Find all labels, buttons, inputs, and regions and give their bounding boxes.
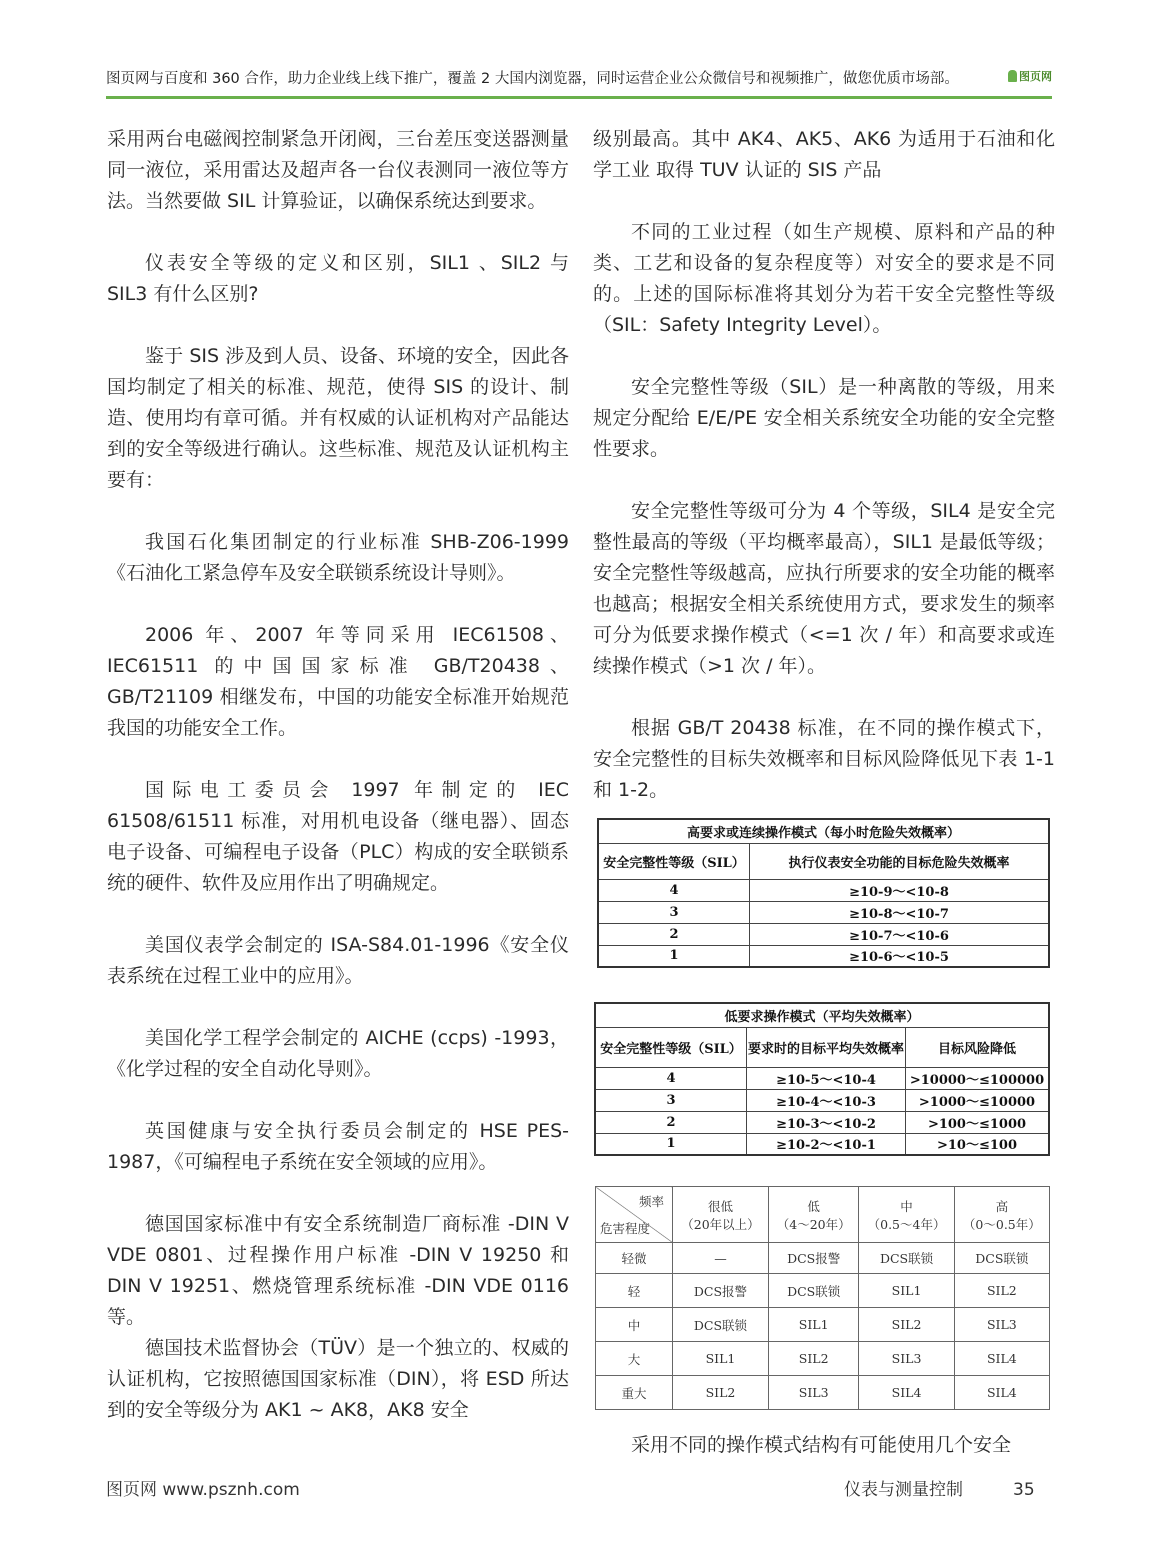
table-cell: 3: [598, 901, 750, 923]
table-cell: DCS联锁: [859, 1243, 954, 1274]
table-row: [596, 1376, 1050, 1410]
paragraph: 采用不同的操作模式结构有可能使用几个安全: [631, 1434, 1012, 1456]
paragraph: 我国石化集团制定的行业标准 SHB-Z06-1999《石油化工紧急停车及安全联锁系统设计导则》。: [107, 531, 569, 584]
table-header: 目标风险降低: [906, 1027, 1050, 1067]
table-row: [598, 901, 1049, 923]
paragraph: 德国国家标准中有安全系统制造厂商标准 -DIN V VDE 0801、过程操作用户标准 -DIN V 19250 和 DIN V 19251、燃烧管理系统标准 -DIN VDE 0116 等。: [107, 1213, 569, 1328]
table-header: 安全完整性等级（SIL）: [595, 1027, 747, 1067]
logo-text: 图页网: [1019, 70, 1052, 83]
table-cell: 轻: [596, 1274, 673, 1308]
page-header: [106, 66, 1052, 99]
table-cell: 3: [595, 1089, 747, 1111]
footer-magazine: 仪表与测量控制: [844, 1480, 963, 1500]
table-row: [598, 879, 1049, 901]
footer-site: 图页网 www.psznh.com: [106, 1480, 300, 1500]
table-row: [596, 1243, 1050, 1274]
paragraph: 级别最高。其中 AK4、AK5、AK6 为适用于石油和化学工业 取得 TUV 认证的 SIS 产品: [593, 128, 1055, 181]
table-cell: —: [673, 1243, 769, 1274]
table-cell: 4: [595, 1067, 747, 1089]
table-cell: >10～≤100: [906, 1133, 1050, 1155]
table-cell: 中: [596, 1308, 673, 1342]
table-cell: SIL3: [768, 1376, 858, 1410]
paragraph: 英国健康与安全执行委员会制定的 HSE PES-1987，《可编程电子系统在安全领域的应用》。: [107, 1120, 569, 1173]
table-cell: DCS报警: [768, 1243, 858, 1274]
table-cell: 轻微: [596, 1243, 673, 1274]
table-cell: >1000～≤10000: [906, 1089, 1050, 1111]
table-row: [598, 945, 1049, 967]
table-row: [596, 1342, 1050, 1376]
table-cell: ≥10-9～<10-8: [750, 879, 1050, 901]
page-number: 35: [1013, 1480, 1035, 1500]
table-cell: SIL4: [859, 1376, 954, 1410]
table-row: [596, 1308, 1050, 1342]
left-column: [107, 124, 569, 1426]
table-row: [595, 1133, 1049, 1155]
paragraph: 仪表安全等级的定义和区别，SIL1 、SIL2 与 SIL3 有什么区别?: [107, 252, 569, 305]
table-cell: 重大: [596, 1376, 673, 1410]
table-cell: ≥10-3～<10-2: [747, 1111, 906, 1133]
table-cell: ≥10-5～<10-4: [747, 1067, 906, 1089]
table-cell: 大: [596, 1342, 673, 1376]
paragraph: 2006 年、2007 年等同采用 IEC61508、IEC61511 的中国国家标准 GB/T20438、GB/T21109 相继发布，中国的功能安全标准开始规范我国的功能安全工作。: [107, 624, 569, 739]
header-text: 图页网与百度和 360 合作，助力企业线上线下推广，覆盖 2 大国内浏览器，同时运营企业公众微信号和视频推广，做您优质市场部。: [106, 71, 959, 87]
paragraph: 国际电工委员会 1997 年制定的 IEC 61508/61511 标准，对用机电设备（继电器）、固态电子设备、可编程电子设备（PLC）构成的安全联锁系统的硬件、软件及应用作出了明确规定。: [107, 779, 569, 894]
table-cell: 4: [598, 879, 750, 901]
table-row: [595, 1067, 1049, 1089]
table-cell: SIL3: [954, 1308, 1049, 1342]
table-cell: ≥10-2～<10-1: [747, 1133, 906, 1155]
table-cell: ≥10-8～<10-7: [750, 901, 1050, 923]
table-cell: SIL2: [859, 1308, 954, 1342]
risk-matrix-table: [595, 1186, 1050, 1410]
table-header: 执行仪表安全功能的目标危险失效概率: [750, 843, 1050, 879]
table-cell: DCS联锁: [673, 1308, 769, 1342]
table-cell: 1: [595, 1133, 747, 1155]
table-cell: SIL2: [768, 1342, 858, 1376]
logo-icon: [1008, 70, 1017, 82]
table-cell: SIL2: [954, 1274, 1049, 1308]
table-cell: >100～≤1000: [906, 1111, 1050, 1133]
table-cell: 1: [598, 945, 750, 967]
table-corner-cell: [596, 1187, 673, 1243]
table-row: [595, 1089, 1049, 1111]
table-cell: SIL3: [859, 1342, 954, 1376]
table-cell: SIL1: [859, 1274, 954, 1308]
table-cell: SIL4: [954, 1376, 1049, 1410]
table-cell: SIL1: [768, 1308, 858, 1342]
right-column: [593, 124, 1055, 806]
table-cell: >10000～≤100000: [906, 1067, 1050, 1089]
table-header: 中 （0.5～4年）: [859, 1187, 954, 1243]
table-row: [596, 1274, 1050, 1308]
table-title: 高要求或连续操作模式（每小时危险失效概率）: [598, 819, 1049, 843]
corner-label-severity: 危害程度: [600, 1221, 651, 1236]
table-header: 很低 （20年以上）: [673, 1187, 769, 1243]
table-cell: ≥10-4～<10-3: [747, 1089, 906, 1111]
table-cell: 2: [595, 1111, 747, 1133]
table-cell: SIL1: [673, 1342, 769, 1376]
table-cell: DCS报警: [673, 1274, 769, 1308]
table-cell: 2: [598, 923, 750, 945]
table-row: [598, 923, 1049, 945]
paragraph: 采用两台电磁阀控制紧急开闭阀，三台差压变送器测量同一液位，采用雷达及超声各一台仪表测同一液位等方法。当然要做 SIL 计算验证，以确保系统达到要求。: [107, 128, 569, 212]
header-logo: [1008, 70, 1052, 84]
paragraph: 安全完整性等级（SIL）是一种离散的等级，用来规定分配给 E/E/PE 安全相关系统安全功能的安全完整性要求。: [593, 376, 1055, 460]
table-title: 低要求操作模式（平均失效概率）: [595, 1003, 1049, 1027]
table-header: 安全完整性等级（SIL）: [598, 843, 750, 879]
right-column-tail: [593, 1430, 1055, 1461]
low-demand-table: [594, 1002, 1050, 1156]
high-demand-table: [597, 818, 1050, 968]
table-cell: ≥10-7～<10-6: [750, 923, 1050, 945]
paragraph: 根据 GB/T 20438 标准，在不同的操作模式下，安全完整性的目标失效概率和目标风险降低见下表 1-1 和 1-2。: [593, 717, 1055, 801]
table-cell: SIL4: [954, 1342, 1049, 1376]
paragraph: 安全完整性等级可分为 4 个等级，SIL4 是安全完整性最高的等级（平均概率最高），SIL1 是最低等级；安全完整性等级越高，应执行所要求的安全功能的概率也越高；根据安全相关系统使用方式，要求发生的频率可分为低要求操作模式（<=1 次 / 年）和高要求或连续操作模式（>1 次 / 年）。: [593, 500, 1055, 677]
table-cell: DCS联锁: [768, 1274, 858, 1308]
table-header: 高 （0～0.5年）: [954, 1187, 1049, 1243]
paragraph: 鉴于 SIS 涉及到人员、设备、环境的安全，因此各国均制定了相关的标准、规范，使得 SIS 的设计、制造、使用均有章可循。并有权威的认证机构对产品能达到的安全等级进行确认。这些标准、规范及认证机构主要有：: [107, 345, 569, 491]
table-cell: ≥10-6～<10-5: [750, 945, 1050, 967]
paragraph: 不同的工业过程（如生产规模、原料和产品的种类、工艺和设备的复杂程度等）对安全的要求是不同的。上述的国际标准将其划分为若干安全完整性等级（SIL：Safety Integrity Level）。: [593, 221, 1055, 336]
table-cell: DCS联锁: [954, 1243, 1049, 1274]
table-header: 要求时的目标平均失效概率: [747, 1027, 906, 1067]
paragraph: 德国技术监督协会（TÜV）是一个独立的、权威的认证机构，它按照德国国家标准（DIN），将 ESD 所达到的安全等级分为 AK1 ~ AK8，AK8 安全: [107, 1337, 569, 1421]
table-cell: SIL2: [673, 1376, 769, 1410]
table-row: [595, 1111, 1049, 1133]
corner-label-frequency: 频率: [638, 1194, 664, 1209]
paragraph: 美国仪表学会制定的 ISA-S84.01-1996《安全仪表系统在过程工业中的应用》。: [107, 934, 569, 987]
table-header: 低 （4～20年）: [768, 1187, 858, 1243]
paragraph: 美国化学工程学会制定的 AICHE (ccps) -1993，《化学过程的安全自动化导则》。: [107, 1027, 569, 1080]
